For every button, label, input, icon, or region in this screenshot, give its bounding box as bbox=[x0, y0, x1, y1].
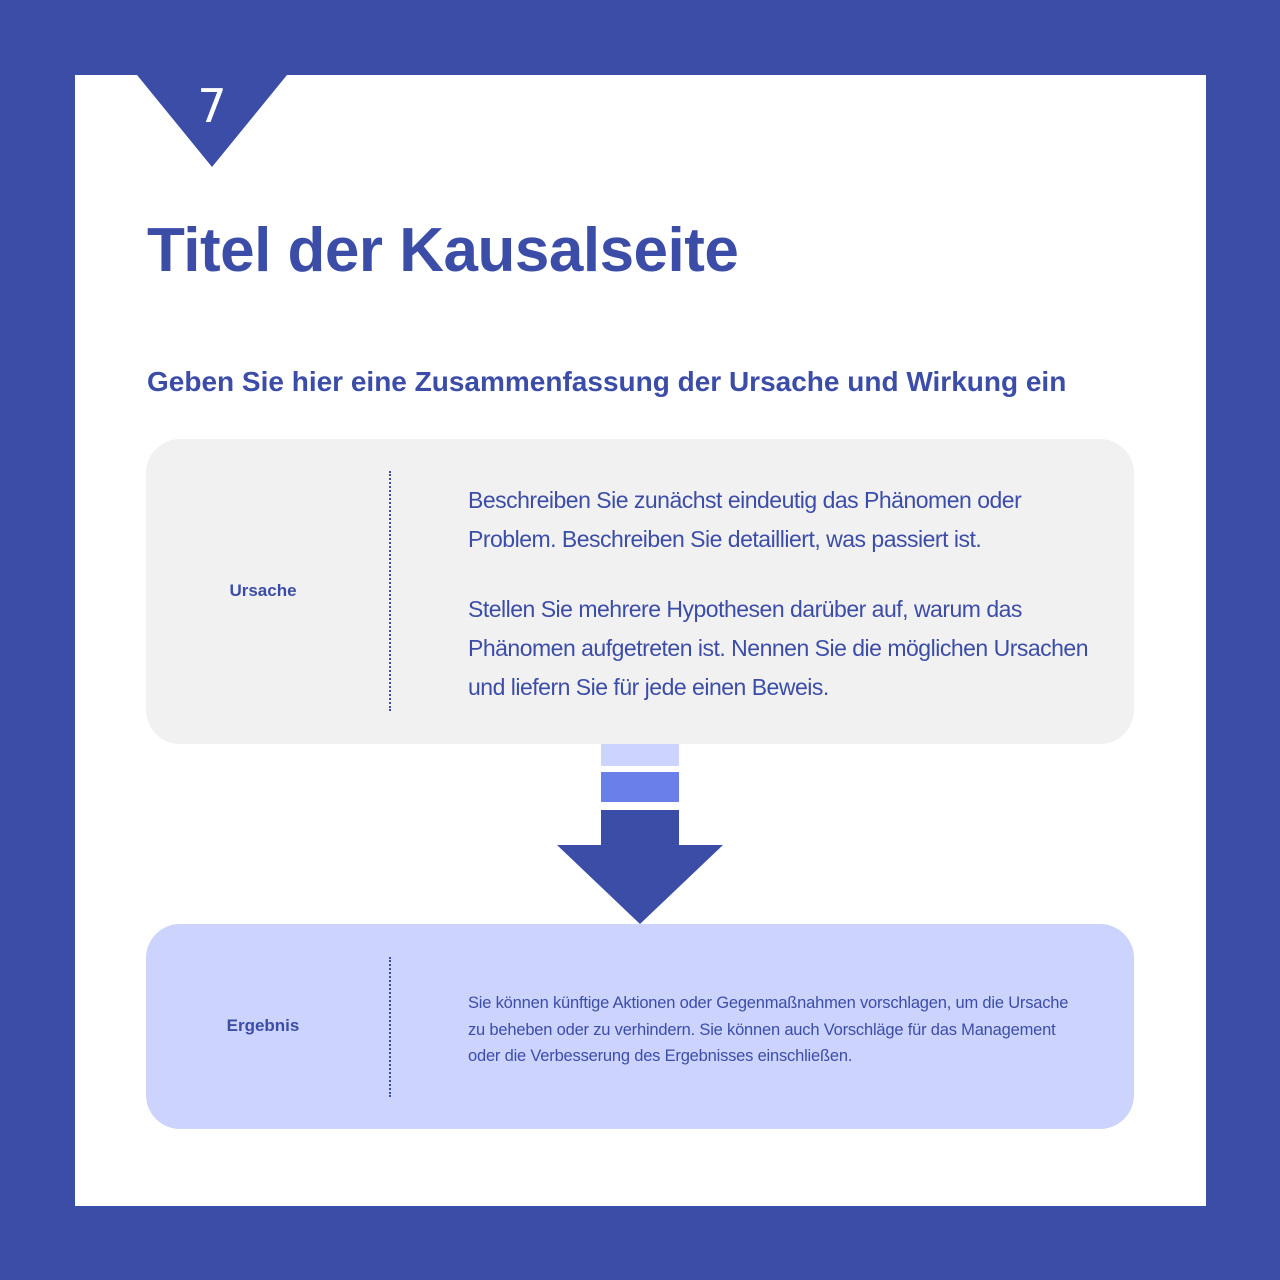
cause-paragraph: Beschreiben Sie zunächst eindeutig das Phänomen oder Problem. Beschreiben Sie detailliert, was passiert ist. bbox=[468, 487, 1022, 552]
arrow-segment-light bbox=[601, 744, 679, 766]
cause-description bbox=[468, 481, 1088, 707]
down-arrow-icon bbox=[555, 744, 725, 924]
effect-description: Sie können künftige Aktionen oder Gegenmaßnahmen vorschlagen, um die Ursache zu beheben oder zu verhindern. Sie können auch Vorschläge für das Management oder die Verbesserung des Ergebnisses einschließen. bbox=[468, 994, 1069, 1065]
effect-divider bbox=[389, 957, 391, 1097]
arrow-head bbox=[557, 810, 723, 924]
cause-paragraph: Stellen Sie mehrere Hypothesen darüber auf, warum das Phänomen aufgetreten ist. Nennen Sie die möglichen Ursachen und liefern Sie für jede einen Beweis. bbox=[468, 596, 1089, 700]
page-number: 7 bbox=[197, 79, 227, 133]
page-title: Titel der Kausalseite bbox=[147, 216, 739, 285]
effect-label: Ergebnis bbox=[226, 1016, 300, 1035]
page-subtitle: Geben Sie hier eine Zusammenfassung der Ursache und Wirkung ein bbox=[147, 366, 1067, 397]
arrow-segment-mid bbox=[601, 772, 679, 802]
cause-box bbox=[146, 439, 1134, 744]
page-number-badge bbox=[137, 75, 287, 167]
effect-box bbox=[146, 924, 1134, 1129]
cause-divider bbox=[389, 471, 391, 711]
slide-card bbox=[75, 75, 1206, 1206]
cause-label: Ursache bbox=[229, 581, 297, 600]
